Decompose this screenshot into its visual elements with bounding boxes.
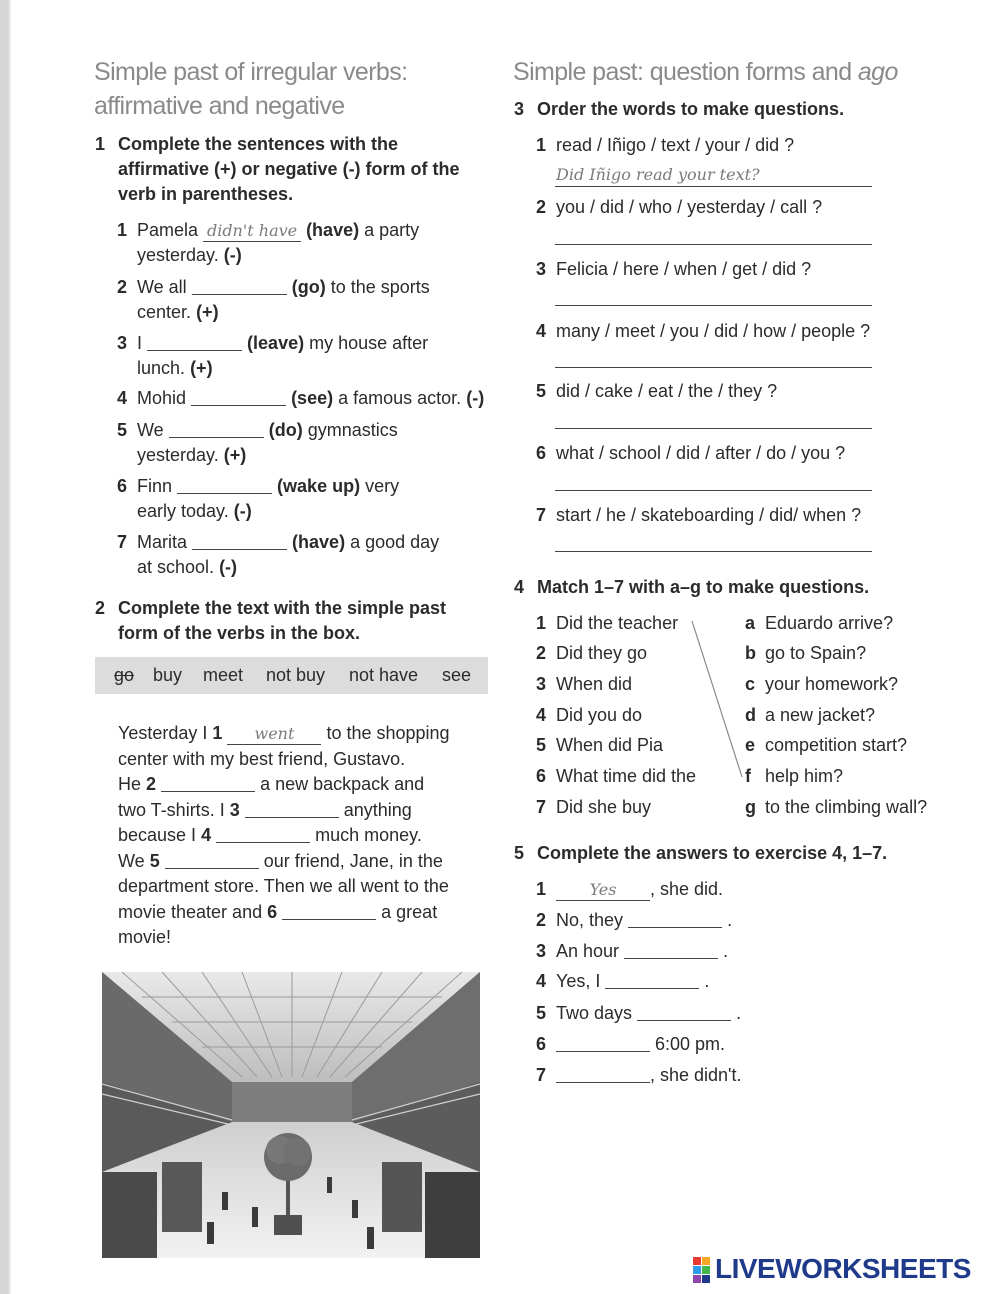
verb-hint: (have) bbox=[292, 532, 346, 552]
answer-field[interactable] bbox=[555, 244, 872, 245]
ex5-item-1 bbox=[536, 877, 724, 902]
item-text: Finn bbox=[137, 476, 173, 496]
item-text: start / he / skateboarding / did/ when ? bbox=[556, 505, 862, 525]
item-text: Pamela bbox=[137, 220, 199, 240]
answer-field[interactable] bbox=[555, 305, 872, 306]
page-edge-shadow bbox=[9, 0, 11, 1294]
item-text: What time did the bbox=[556, 766, 697, 786]
item-number: 3 bbox=[536, 941, 547, 961]
answer-field[interactable]: went bbox=[227, 724, 321, 745]
sign: (+) bbox=[190, 358, 213, 378]
gap-number: 4 bbox=[201, 825, 212, 845]
item-number: 5 bbox=[536, 735, 547, 755]
ex3-item-4 bbox=[536, 319, 871, 344]
answer-field[interactable] bbox=[165, 850, 259, 869]
item-text: a famous actor. bbox=[338, 388, 462, 408]
ex5-item-6 bbox=[536, 1032, 726, 1057]
left-title-line-1: Simple past of irregular verbs: bbox=[94, 58, 408, 86]
item-number: 2 bbox=[536, 643, 547, 663]
instruction-line: verb in parentheses. bbox=[118, 184, 294, 204]
item-number: 3 bbox=[536, 674, 547, 694]
item-text: Did she buy bbox=[556, 797, 652, 817]
answer-field[interactable] bbox=[637, 1002, 731, 1021]
item-text: Mohid bbox=[137, 388, 187, 408]
sign: (-) bbox=[233, 501, 252, 521]
exercise-3-instruction bbox=[514, 97, 845, 122]
item-number: 6 bbox=[536, 443, 547, 463]
item-text: a good day bbox=[350, 532, 440, 552]
item-number: 2 bbox=[536, 197, 547, 217]
item-text: , she didn't. bbox=[650, 1065, 742, 1085]
item-text: at school. bbox=[137, 557, 215, 577]
answer-field[interactable] bbox=[555, 428, 872, 429]
gap-number: 6 bbox=[267, 901, 278, 922]
item-text: No, they bbox=[556, 910, 624, 930]
item-number: 6 bbox=[117, 476, 128, 496]
item-number: 2 bbox=[117, 277, 128, 297]
answer-field[interactable] bbox=[555, 551, 872, 552]
ex3-item-5 bbox=[536, 379, 778, 404]
answer-field[interactable]: Did Iñigo read your text? bbox=[556, 165, 760, 184]
item-text: did / cake / eat / the / they ? bbox=[556, 381, 778, 401]
answer-field[interactable] bbox=[555, 367, 872, 368]
ex5-item-7 bbox=[536, 1063, 742, 1088]
item-text: I bbox=[137, 333, 143, 353]
item-text: gymnastics bbox=[307, 420, 398, 440]
item-text: An hour bbox=[556, 941, 620, 961]
item-text: When did bbox=[556, 674, 633, 694]
ex4-right-c bbox=[745, 672, 899, 697]
word-box-word: buy bbox=[153, 665, 183, 685]
item-number: 3 bbox=[117, 333, 128, 353]
verb-hint: (see) bbox=[291, 388, 334, 408]
answer-field[interactable] bbox=[177, 475, 272, 494]
text-fragment: a new backpack and bbox=[260, 774, 425, 794]
answer-field[interactable] bbox=[245, 799, 339, 818]
item-text: Did they go bbox=[556, 643, 648, 663]
text-fragment: movie! bbox=[118, 927, 172, 947]
item-text: many / meet / you / did / how / people ? bbox=[556, 321, 871, 341]
instruction-line: Match 1–7 with a–g to make questions. bbox=[537, 577, 870, 597]
item-text: , she did. bbox=[650, 879, 724, 899]
text-fragment: two T-shirts. I bbox=[118, 799, 225, 820]
item-text: center. bbox=[137, 302, 192, 322]
instruction-line: Complete the sentences with the bbox=[118, 134, 399, 154]
text-fragment: our friend, Jane, in the bbox=[263, 850, 443, 871]
item-number: 5 bbox=[117, 420, 128, 440]
item-text: a new jacket? bbox=[765, 705, 876, 725]
item-text: read / Iñigo / text / your / did ? bbox=[556, 135, 795, 155]
item-text: early today. bbox=[137, 501, 229, 521]
ex1-item-6 bbox=[117, 474, 487, 524]
answer-field[interactable] bbox=[169, 419, 264, 438]
ex4-right-f bbox=[745, 764, 844, 789]
ex5-item-2 bbox=[536, 908, 733, 933]
gap-number: 1 bbox=[212, 723, 223, 743]
item-letter: c bbox=[745, 674, 756, 694]
item-text: We bbox=[137, 420, 164, 440]
ex4-left-7 bbox=[536, 795, 652, 820]
answer-field[interactable]: didn't have bbox=[203, 221, 301, 242]
gap-number: 3 bbox=[229, 799, 240, 820]
item-text: Felicia / here / when / get / did ? bbox=[556, 259, 812, 279]
answer-field[interactable] bbox=[555, 490, 872, 491]
ex4-right-b bbox=[745, 641, 867, 666]
text-fragment: a great bbox=[381, 901, 438, 922]
text-fragment: He bbox=[118, 774, 142, 794]
sign: (-) bbox=[223, 245, 242, 265]
sign: (-) bbox=[219, 557, 238, 577]
right-title-italic: ago bbox=[857, 58, 898, 86]
text-fragment: We bbox=[118, 850, 145, 871]
sign: (-) bbox=[466, 388, 485, 408]
text-fragment: anything bbox=[343, 799, 412, 820]
right-title-text: Simple past: question forms and bbox=[513, 58, 858, 86]
item-number: 7 bbox=[536, 505, 547, 525]
item-number: 4 bbox=[536, 321, 547, 341]
item-text: . bbox=[704, 971, 710, 991]
gap-number: 2 bbox=[146, 774, 157, 794]
ex1-item-5 bbox=[117, 418, 487, 468]
item-text: . bbox=[727, 910, 733, 930]
item-number: 3 bbox=[536, 259, 547, 279]
text-fragment: because I bbox=[118, 825, 197, 845]
instruction-line: Order the words to make questions. bbox=[537, 99, 845, 119]
ex3-item-2 bbox=[536, 195, 823, 220]
word-box bbox=[95, 657, 488, 694]
text-fragment: much money. bbox=[315, 825, 422, 845]
item-text: very bbox=[365, 476, 400, 496]
item-number: 7 bbox=[117, 532, 128, 552]
ex4-right-d bbox=[745, 703, 876, 728]
answer-field[interactable] bbox=[191, 387, 286, 406]
instruction-line: form of the verbs in the box. bbox=[118, 623, 361, 643]
exercise-5-instruction bbox=[514, 841, 888, 866]
answer-field[interactable] bbox=[147, 332, 242, 351]
word-box-word: not buy bbox=[266, 665, 326, 685]
verb-hint: (have) bbox=[306, 220, 360, 240]
answer-field[interactable] bbox=[628, 909, 722, 928]
logo-text: LIVEWORKSHEETS bbox=[715, 1253, 971, 1284]
item-text: competition start? bbox=[765, 735, 908, 755]
item-number: 1 bbox=[117, 220, 128, 240]
item-text: Did the teacher bbox=[556, 613, 679, 633]
item-text: When did Pia bbox=[556, 735, 664, 755]
left-title-line-2: affirmative and negative bbox=[94, 92, 345, 120]
ex5-item-5 bbox=[536, 1001, 742, 1026]
item-number: 1 bbox=[536, 879, 547, 899]
gap-number: 5 bbox=[149, 850, 160, 871]
item-text: We all bbox=[137, 277, 187, 297]
answer-field[interactable] bbox=[556, 1064, 650, 1083]
item-number: 6 bbox=[536, 766, 547, 786]
verb-hint: (wake up) bbox=[277, 476, 361, 496]
verb-hint: (go) bbox=[291, 277, 326, 297]
ex4-left-2 bbox=[536, 641, 648, 666]
item-letter: b bbox=[745, 643, 756, 663]
ex3-item-6 bbox=[536, 441, 846, 466]
ex2-text bbox=[118, 721, 488, 951]
ex4-left-1 bbox=[536, 611, 679, 636]
instruction-line: affirmative (+) or negative (-) form of the bbox=[118, 159, 460, 179]
ex4-right-a bbox=[745, 611, 894, 636]
item-text: . bbox=[723, 941, 729, 961]
ex1-item-3 bbox=[117, 331, 487, 381]
item-text: my house after bbox=[309, 333, 429, 353]
answer-field[interactable] bbox=[161, 773, 255, 792]
item-text: Yes, I bbox=[556, 971, 601, 991]
verb-hint: (leave) bbox=[247, 333, 305, 353]
item-number: 1 bbox=[536, 613, 547, 633]
word-box-word: go bbox=[114, 665, 135, 685]
ex5-item-4 bbox=[536, 969, 710, 994]
item-text: go to Spain? bbox=[765, 643, 867, 663]
ex1-item-1 bbox=[117, 218, 487, 268]
ex4-right-g bbox=[745, 795, 928, 820]
answer-field[interactable]: Yes bbox=[556, 880, 650, 901]
text-fragment: movie theater and bbox=[118, 901, 263, 922]
item-number: 4 bbox=[536, 971, 547, 991]
item-letter: g bbox=[745, 797, 756, 817]
item-letter: e bbox=[745, 735, 756, 755]
exercise-4-instruction bbox=[514, 575, 870, 600]
instruction-line: Complete the text with the simple past bbox=[118, 598, 447, 618]
exercise-number: 5 bbox=[514, 843, 525, 863]
item-text: what / school / did / after / do / you ? bbox=[556, 443, 846, 463]
word-box-word: meet bbox=[203, 665, 244, 685]
ex4-left-3 bbox=[536, 672, 633, 697]
answer-field[interactable] bbox=[556, 1033, 650, 1052]
item-text: help him? bbox=[765, 766, 844, 786]
ex1-item-7 bbox=[117, 530, 487, 580]
answer-field[interactable] bbox=[282, 901, 376, 920]
item-text: Eduardo arrive? bbox=[765, 613, 894, 633]
sign: (+) bbox=[196, 302, 219, 322]
exercise-2-instruction bbox=[95, 596, 447, 646]
ex4-left-4 bbox=[536, 703, 643, 728]
item-text: you / did / who / yesterday / call ? bbox=[556, 197, 823, 217]
shopping-mall-photo bbox=[102, 972, 480, 1258]
item-text: your homework? bbox=[765, 674, 899, 694]
answer-field[interactable] bbox=[605, 970, 699, 989]
exercise-number: 3 bbox=[514, 99, 525, 119]
text-fragment: Yesterday I bbox=[118, 723, 208, 743]
item-number: 4 bbox=[117, 388, 128, 408]
item-number: 1 bbox=[536, 135, 547, 155]
item-text: lunch. bbox=[137, 358, 186, 378]
ex4-right-e bbox=[745, 733, 908, 758]
word-box-word: not have bbox=[349, 665, 419, 685]
item-text: Two days bbox=[556, 1003, 633, 1023]
item-text: a party bbox=[364, 220, 420, 240]
item-letter: f bbox=[745, 766, 751, 786]
item-text: Did you do bbox=[556, 705, 643, 725]
item-text: . bbox=[736, 1003, 742, 1023]
ex4-left-6 bbox=[536, 764, 697, 789]
ex5-item-3 bbox=[536, 939, 729, 964]
item-text: Marita bbox=[137, 532, 188, 552]
exercise-number: 1 bbox=[95, 134, 106, 154]
left-section-title bbox=[94, 55, 407, 123]
item-number: 7 bbox=[536, 1065, 547, 1085]
item-text: to the sports bbox=[330, 277, 430, 297]
exercise-1-instruction bbox=[95, 132, 460, 207]
page-edge bbox=[0, 0, 9, 1294]
text-fragment: center with my best friend, Gustavo. bbox=[118, 748, 406, 769]
ex3-item-1 bbox=[536, 133, 795, 158]
exercise-number: 2 bbox=[95, 598, 106, 618]
verb-hint: (do) bbox=[268, 420, 303, 440]
instruction-line: Complete the answers to exercise 4, 1–7. bbox=[537, 843, 888, 863]
word-box-word: see bbox=[442, 665, 472, 685]
right-section-title bbox=[513, 55, 898, 89]
item-text: yesterday. bbox=[137, 445, 219, 465]
text-fragment: department store. Then we all went to the bbox=[118, 876, 449, 896]
ex1-item-4 bbox=[117, 386, 497, 411]
item-text: yesterday. bbox=[137, 245, 219, 265]
text-fragment: to the shopping bbox=[326, 723, 450, 743]
ex4-left-5 bbox=[536, 733, 664, 758]
answer-line bbox=[555, 186, 872, 187]
ex1-item-2 bbox=[117, 275, 487, 325]
item-number: 5 bbox=[536, 1003, 547, 1023]
item-number: 6 bbox=[536, 1034, 547, 1054]
item-number: 4 bbox=[536, 705, 547, 725]
item-number: 7 bbox=[536, 797, 547, 817]
answer-field[interactable] bbox=[216, 824, 310, 843]
exercise-number: 4 bbox=[514, 577, 525, 597]
sign: (+) bbox=[223, 445, 247, 465]
ex3-item-3 bbox=[536, 257, 812, 282]
item-letter: a bbox=[745, 613, 756, 633]
answer-field[interactable] bbox=[624, 940, 718, 959]
item-text: 6:00 pm. bbox=[655, 1034, 726, 1054]
mall-illustration bbox=[102, 972, 480, 1258]
item-text: to the climbing wall? bbox=[765, 797, 928, 817]
item-letter: d bbox=[745, 705, 756, 725]
ex3-item-7 bbox=[536, 503, 862, 528]
item-number: 5 bbox=[536, 381, 547, 401]
answer-field[interactable] bbox=[192, 276, 287, 295]
item-number: 2 bbox=[536, 910, 547, 930]
answer-field[interactable] bbox=[192, 531, 287, 550]
